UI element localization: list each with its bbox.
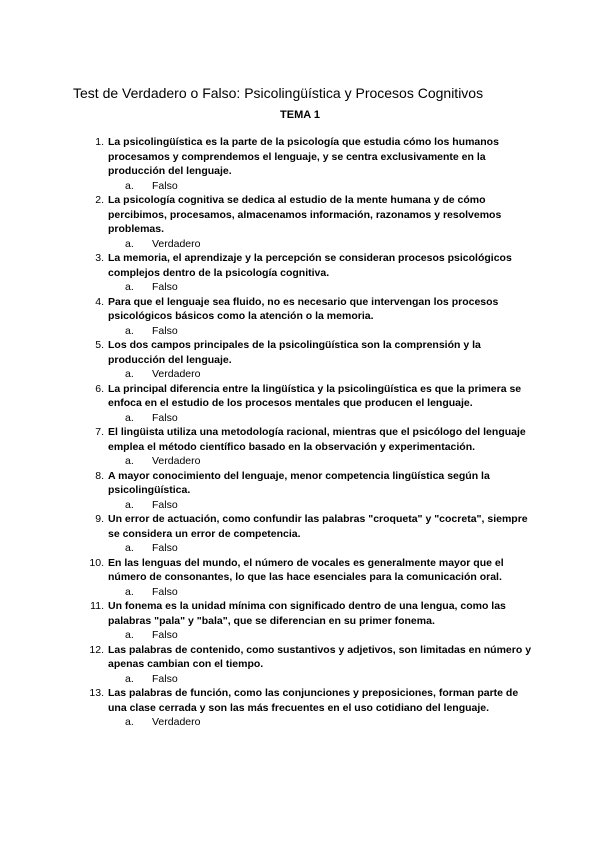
answer-text: Falso: [152, 498, 178, 511]
question-text: Los dos campos principales de la psicolingüística son la comprensión y la producción del lenguaje.: [108, 339, 481, 366]
question-item: [84, 251, 534, 295]
question-text: A mayor conocimiento del lenguaje, menor competencia lingüística según la psicolingüística.: [108, 469, 490, 496]
answer-text: Falso: [152, 411, 178, 424]
document-title: Test de Verdadero o Falso: Psicolingüística y Procesos Cognitivos: [73, 85, 484, 101]
answer-text: Falso: [152, 179, 178, 192]
question-item: [84, 193, 534, 251]
answer-letter: a.: [125, 455, 134, 467]
answer-letter: a.: [125, 629, 134, 641]
answer-text: Falso: [152, 542, 178, 554]
answer-option: [108, 367, 534, 382]
answer-option: [108, 498, 534, 513]
answer-letter: a.: [125, 716, 134, 728]
question-item: [84, 686, 534, 730]
answer-text: Falso: [152, 324, 178, 337]
question-text: Para que el lenguaje sea fluido, no es necesario que intervengan los procesos psicológicos básicos como la atención o la memoria.: [108, 295, 499, 322]
question-number: 2.: [95, 194, 104, 206]
question-text: La psicología cognitiva se dedica al estudio de la mente humana y de cómo percibimos, procesamos, almacenamos información, razonamos y resolvemos problemas.: [108, 194, 502, 235]
question-item: [84, 135, 534, 193]
question-item: [84, 556, 534, 600]
answer-option: [108, 672, 534, 687]
question-text: Las palabras de función, como las conjunciones y preposiciones, forman parte de una clase cerrada y son las más frecuentes en el uso cotidiano del lenguaje.: [108, 687, 519, 714]
question-text: Un error de actuación, como confundir las palabras "croqueta" y "cocreta", siempre se considera un error de competencia.: [108, 513, 528, 540]
question-item: [84, 382, 534, 426]
answer-option: [108, 324, 534, 339]
answer-text: Falso: [152, 585, 178, 598]
document-subtitle: TEMA 1: [280, 109, 320, 121]
question-text: La principal diferencia entre la lingüística y la psicolingüística es que la primera se enfoca en el estudio de los procesos mentales que producen el lenguaje.: [108, 382, 522, 409]
answer-option: [108, 411, 534, 426]
answer-letter: a.: [125, 411, 134, 424]
answer-text: Falso: [152, 629, 178, 641]
answer-option: [108, 280, 534, 295]
question-item: [84, 338, 534, 382]
answer-option: [108, 585, 534, 600]
question-item: [84, 643, 534, 687]
answer-letter: a.: [125, 498, 134, 511]
question-item: [84, 425, 534, 469]
question-item: [84, 599, 534, 643]
question-text: En las lenguas del mundo, el número de vocales es generalmente mayor que el número de consonantes, lo que las hace esenciales para la comunicación oral.: [108, 556, 504, 583]
answer-option: [108, 541, 534, 556]
answer-text: Verdadero: [152, 455, 201, 467]
question-number: 12.: [89, 643, 104, 656]
question-number: 8.: [95, 469, 104, 482]
answer-option: [108, 179, 534, 194]
answer-letter: a.: [125, 237, 134, 250]
answer-option: [108, 237, 534, 252]
answer-option: [108, 454, 534, 469]
question-number: 3.: [95, 252, 104, 264]
question-number: 11.: [90, 600, 104, 612]
answer-text: Verdadero: [152, 368, 201, 380]
question-number: 1.: [95, 136, 104, 148]
answer-letter: a.: [125, 672, 134, 685]
question-list: [84, 135, 534, 730]
answer-text: Falso: [152, 281, 178, 293]
question-item: [84, 295, 534, 339]
question-text: El lingüista utiliza una metodología racional, mientras que el psicólogo del lenguaje emplea el método científico basado en la observación y experimentación.: [108, 426, 526, 453]
question-text: Las palabras de contenido, como sustantivos y adjetivos, son limitadas en número y apenas cambian con el tiempo.: [108, 643, 532, 670]
question-number: 13.: [89, 687, 104, 699]
answer-text: Verdadero: [152, 716, 201, 728]
question-item: [84, 512, 534, 556]
question-number: 9.: [95, 513, 104, 525]
answer-letter: a.: [125, 585, 134, 598]
answer-option: [108, 715, 534, 730]
answer-option: [108, 628, 534, 643]
answer-letter: a.: [125, 281, 134, 293]
answer-letter: a.: [125, 542, 134, 554]
question-number: 6.: [95, 382, 104, 395]
question-text: La psicolingüística es la parte de la psicología que estudia cómo los humanos procesamos y comprendemos el lenguaje, y se centra exclusivamente en la producción del lenguaje.: [108, 136, 499, 177]
answer-text: Verdadero: [152, 237, 201, 250]
question-number: 7.: [95, 426, 104, 438]
answer-letter: a.: [125, 324, 134, 337]
question-text: Un fonema es la unidad mínima con significado dentro de una lengua, como las palabras "pala" y "bala", que se diferencian en su primer fonema.: [108, 600, 506, 627]
question-number: 10.: [89, 556, 104, 569]
question-number: 5.: [95, 339, 104, 351]
question-item: [84, 469, 534, 513]
answer-letter: a.: [125, 179, 134, 192]
answer-text: Falso: [152, 672, 178, 685]
answer-letter: a.: [125, 368, 134, 380]
question-number: 4.: [95, 295, 104, 308]
question-text: La memoria, el aprendizaje y la percepción se consideran procesos psicológicos complejos dentro de la psicología cognitiva.: [108, 252, 512, 279]
